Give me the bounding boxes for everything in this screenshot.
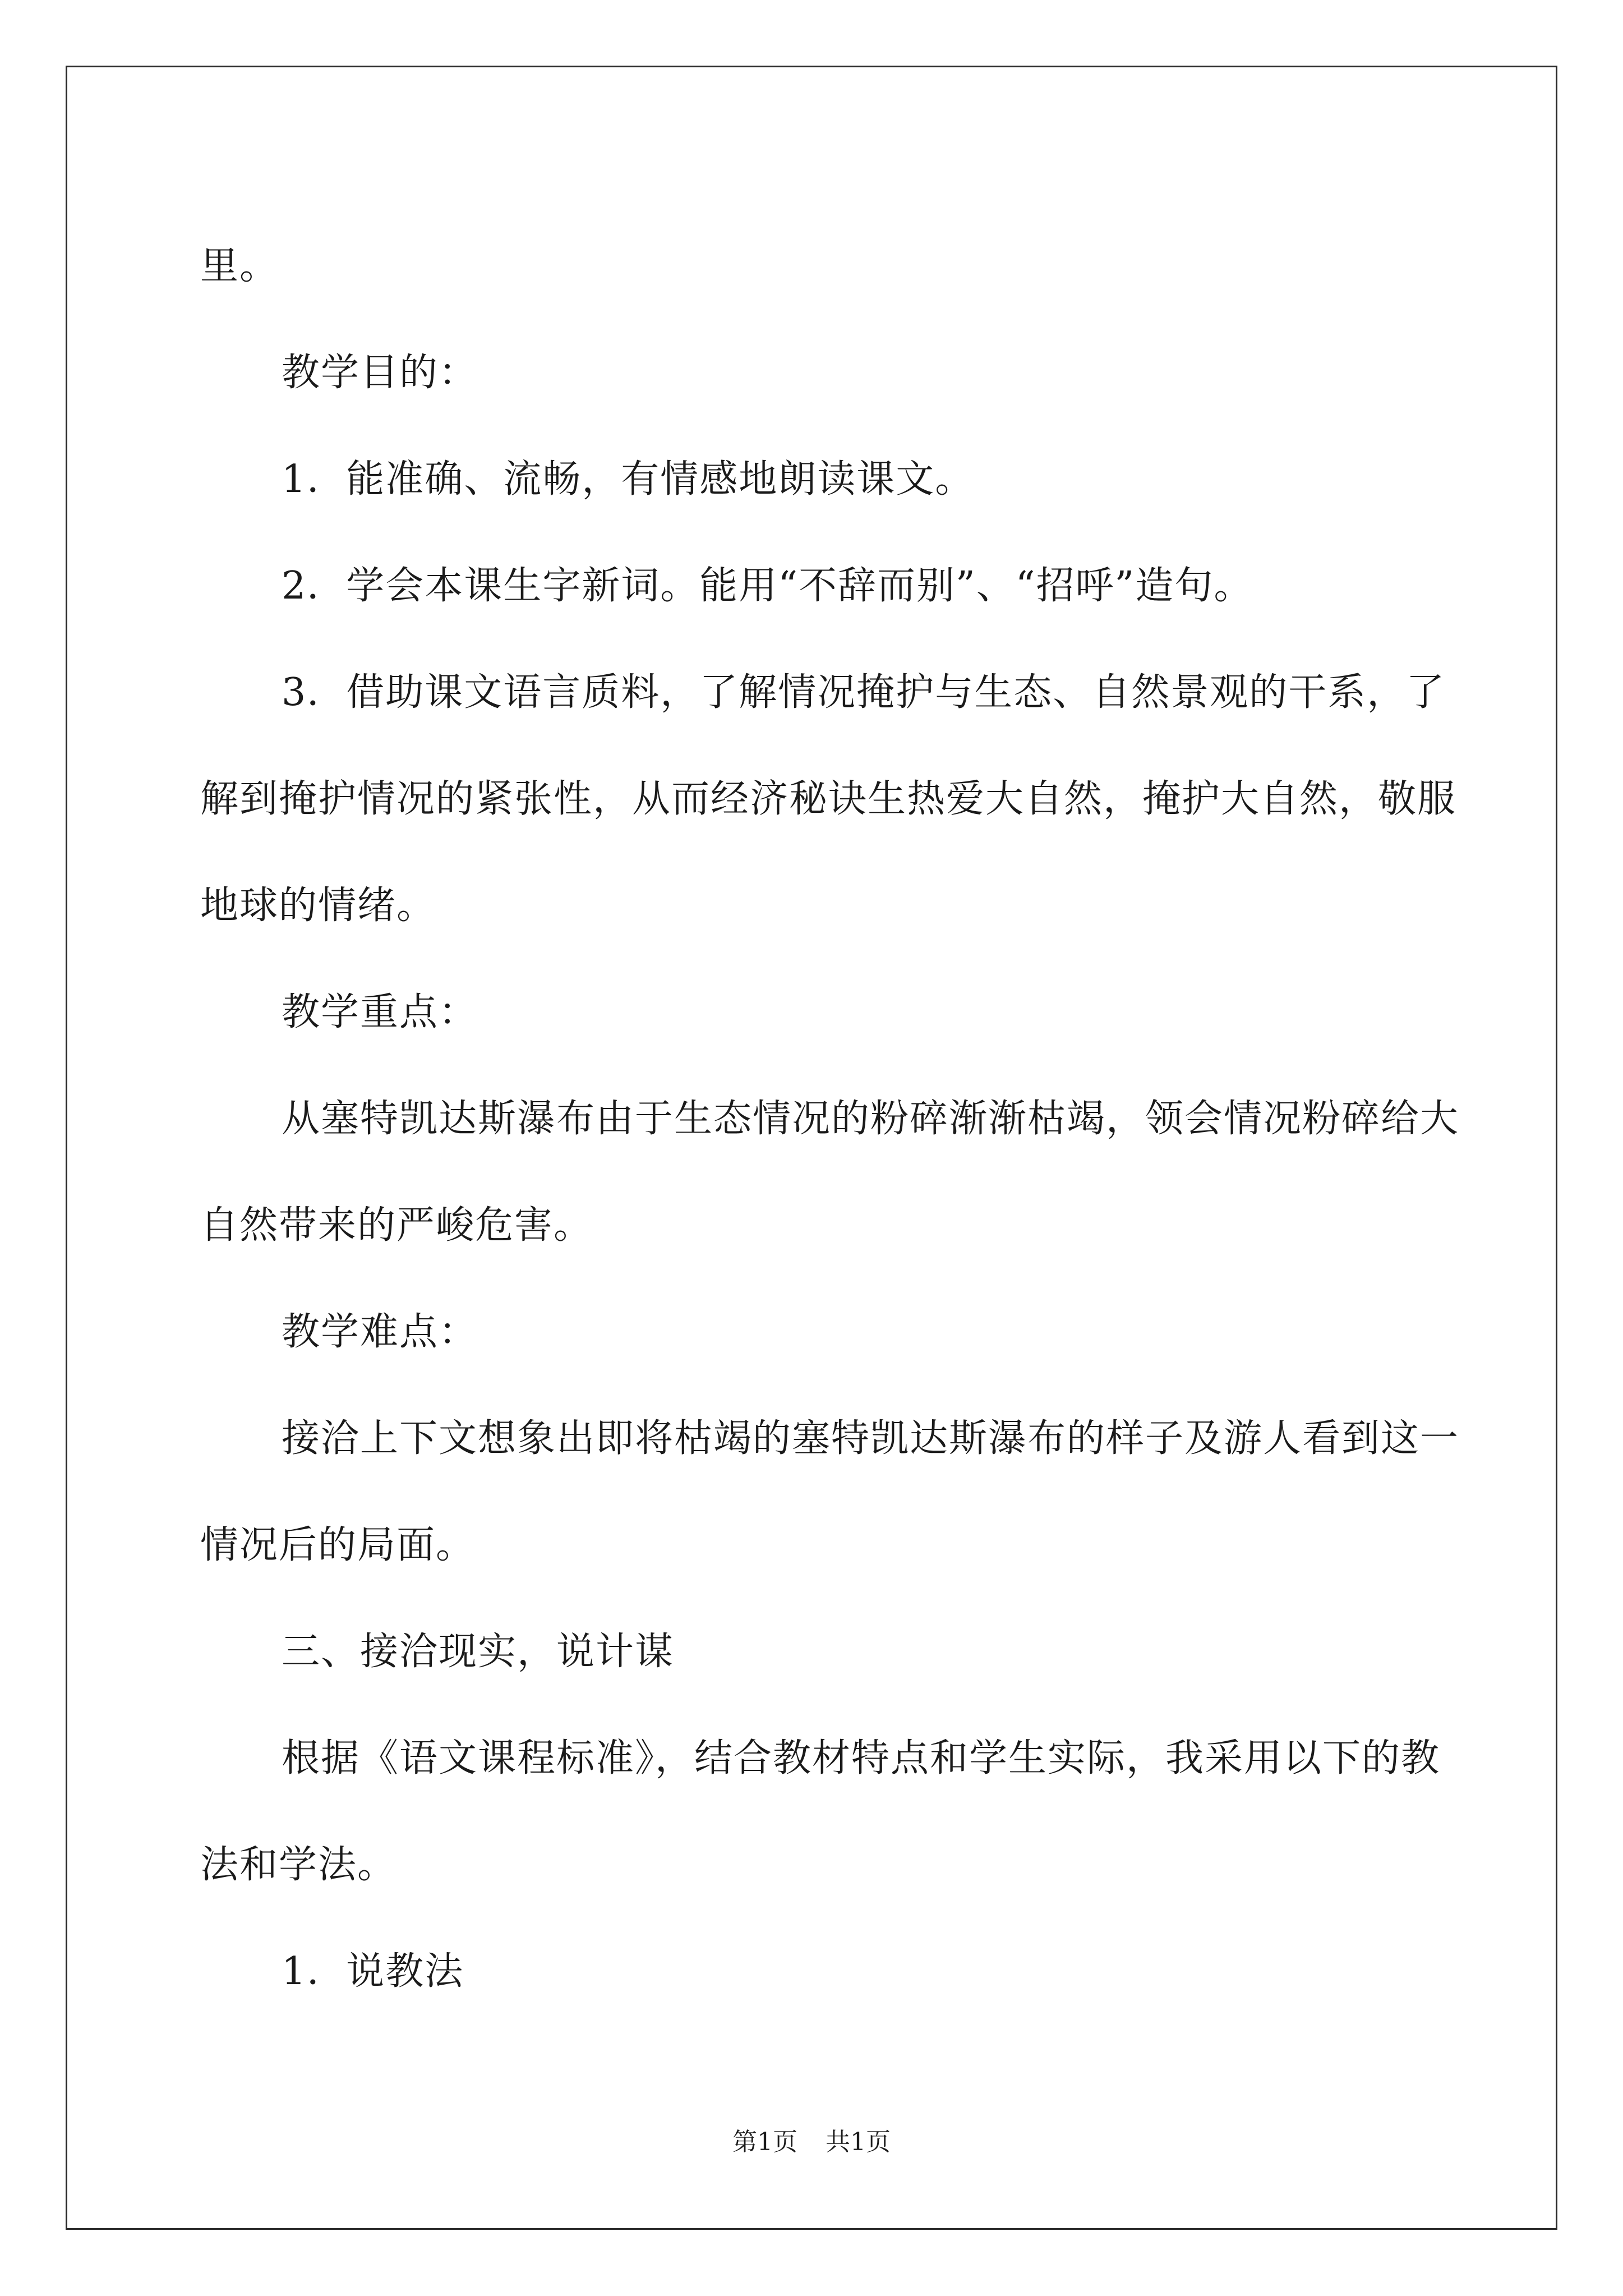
paragraph-9: 接洽上下文想象出即将枯竭的塞特凯达斯瀑布的样子及游人看到这一情况后的局面。 bbox=[200, 1416, 1460, 1567]
page-footer bbox=[0, 2122, 1623, 2157]
paragraph-6: 教学重点： bbox=[282, 990, 478, 1034]
paragraph-11: 根据《语文课程标准》，结合教材特点和学生实际，我采用以下的教法和学法。 bbox=[200, 1736, 1441, 1887]
paragraph-10: 三、接洽现实，说计谋 bbox=[282, 1630, 675, 1674]
paragraph-2: 教学目的： bbox=[282, 351, 478, 395]
paragraph-5: 3．借助课文语言质料，了解情况掩护与生态、自然景观的干系，了解到掩护情况的紧张性，从而经济秘诀生热爱大自然，掩护大自然，敬服地球的情绪。 bbox=[200, 670, 1457, 928]
paragraph-7: 从塞特凯达斯瀑布由于生态情况的粉碎渐渐枯竭，领会情况粉碎给大自然带来的严峻危害。 bbox=[200, 1097, 1460, 1248]
page-total: 共1页 bbox=[826, 2128, 891, 2156]
paragraph-4: 2．学会本课生字新词。能用“不辞而别”、“招呼”造句。 bbox=[282, 564, 1253, 608]
paragraph-8: 教学难点： bbox=[282, 1310, 478, 1354]
page-number: 第1页 bbox=[732, 2128, 797, 2156]
paragraph-3: 1．能准确、流畅，有情感地朗读课文。 bbox=[282, 457, 975, 501]
paragraph-1: 里。 bbox=[200, 244, 279, 288]
document-body bbox=[200, 213, 1462, 2025]
paragraph-12: 1．说教法 bbox=[282, 1949, 464, 1994]
